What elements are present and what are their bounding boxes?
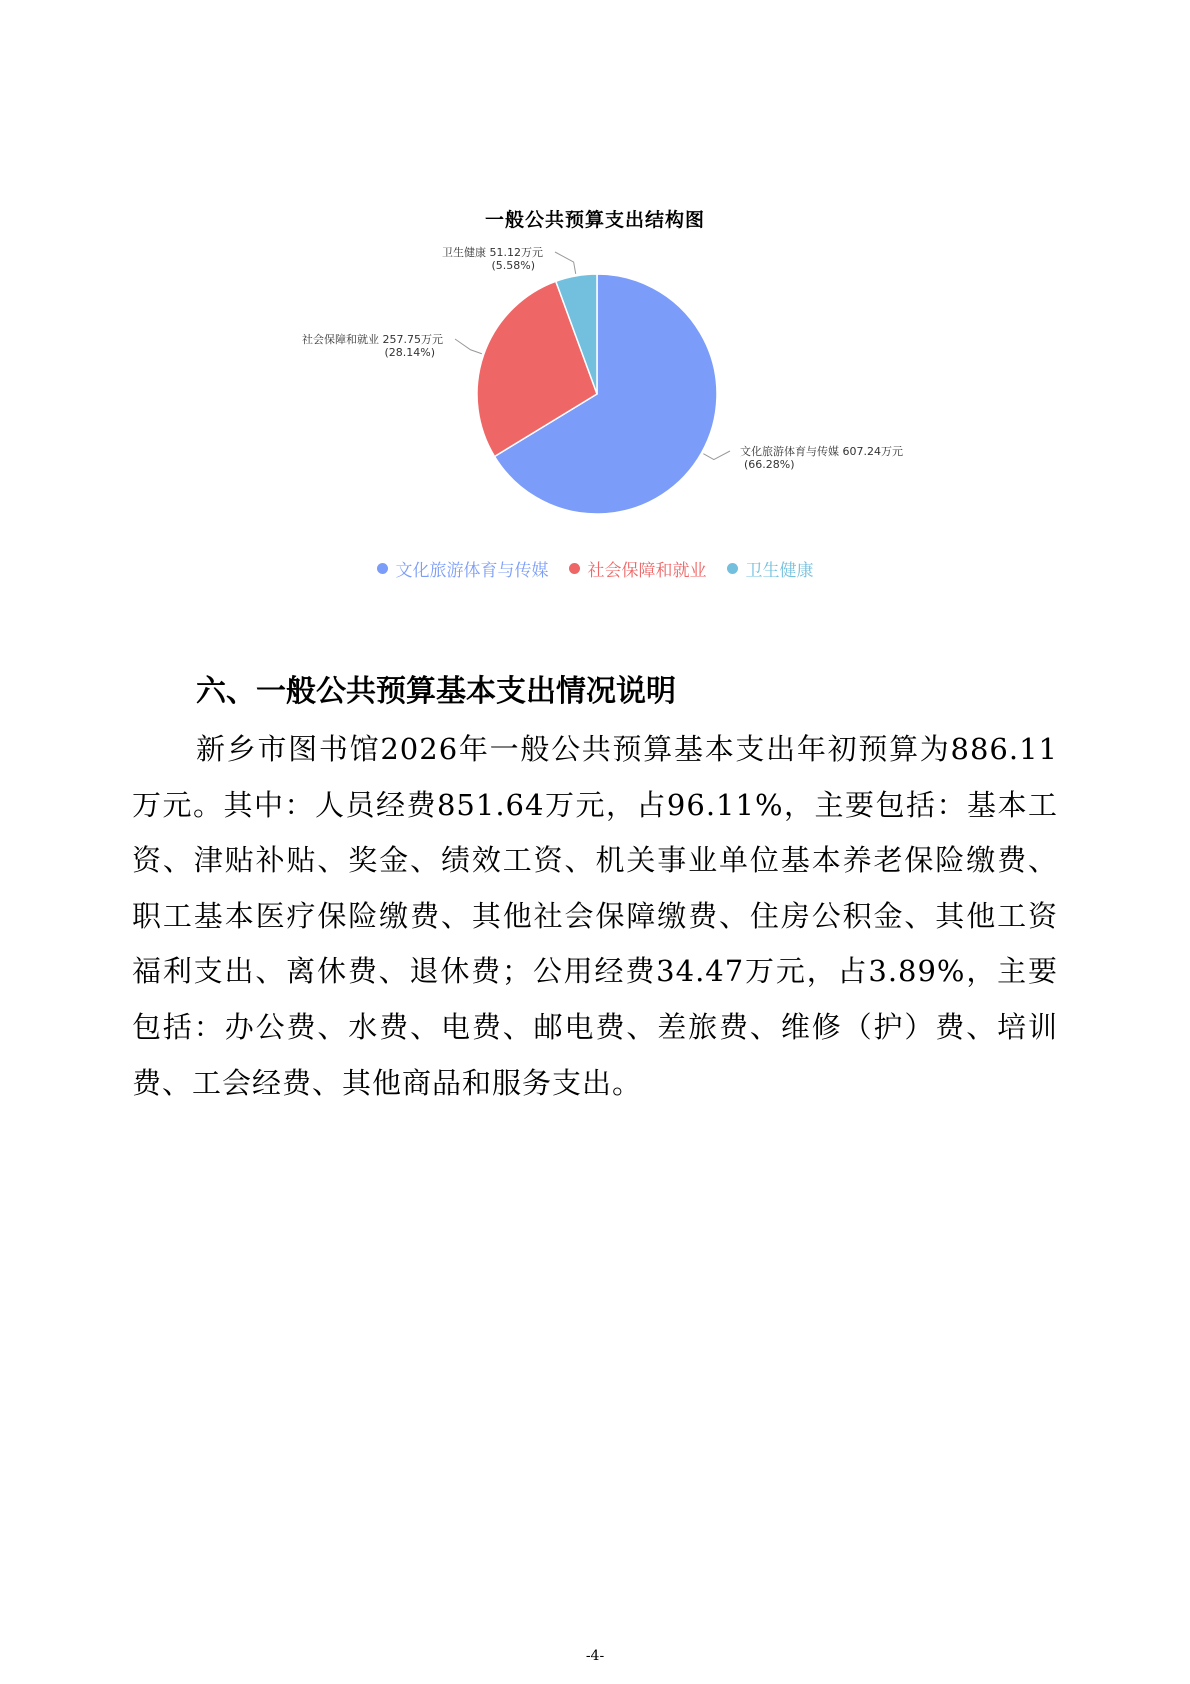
section-heading: 六、一般公共预算基本支出情况说明 [196, 674, 676, 709]
pie-chart-figure [0, 0, 1190, 600]
slice-percent-culture: (66.28%) [744, 458, 795, 471]
body-paragraph: 新乡市图书馆2026年一般公共预算基本支出年初预算为886.11万元。其中：人员经费851.64万元，占96.11%，主要包括：基本工资、津贴补贴、奖金、绩效工资、机关事业单位基本养老保险缴费、职工基本医疗保险缴费、其他社会保障缴费、住房公积金、其他工资福利支出、离休费、退休费；公用经费34.47万元，占3.89%，主要包括：办公费、水费、电费、邮电费、差旅费、维修（护）费、培训费、工会经费、其他商品和服务支出。 [132, 732, 1058, 1100]
legend-label-health: 卫生健康 [745, 561, 814, 581]
pie-chart [0, 0, 1190, 600]
legend-item-culture[interactable] [377, 556, 549, 581]
legend-dot-health [727, 563, 738, 574]
chart-legend [0, 556, 1190, 581]
leader-line-health [555, 252, 576, 274]
chart-title: 一般公共预算支出结构图 [484, 209, 705, 231]
legend-dot-social-security [569, 563, 580, 574]
legend-dot-culture [377, 563, 388, 574]
slice-label-culture: 文化旅游体育与传媒 607.24万元 [740, 445, 903, 458]
slice-label-social-security: 社会保障和就业 257.75万元 [302, 333, 443, 346]
page-number: -4- [585, 1648, 605, 1664]
legend-label-culture: 文化旅游体育与传媒 [395, 561, 549, 581]
leader-line-culture [703, 451, 730, 460]
slice-percent-social-security: (28.14%) [384, 346, 435, 359]
legend-item-social-security[interactable] [569, 556, 707, 581]
slice-percent-health: (5.58%) [491, 259, 535, 272]
slice-label-health: 卫生健康 51.12万元 [442, 246, 543, 259]
legend-label-social-security: 社会保障和就业 [587, 561, 707, 581]
legend-item-health[interactable] [727, 556, 814, 581]
leader-line-social-security [455, 339, 482, 354]
